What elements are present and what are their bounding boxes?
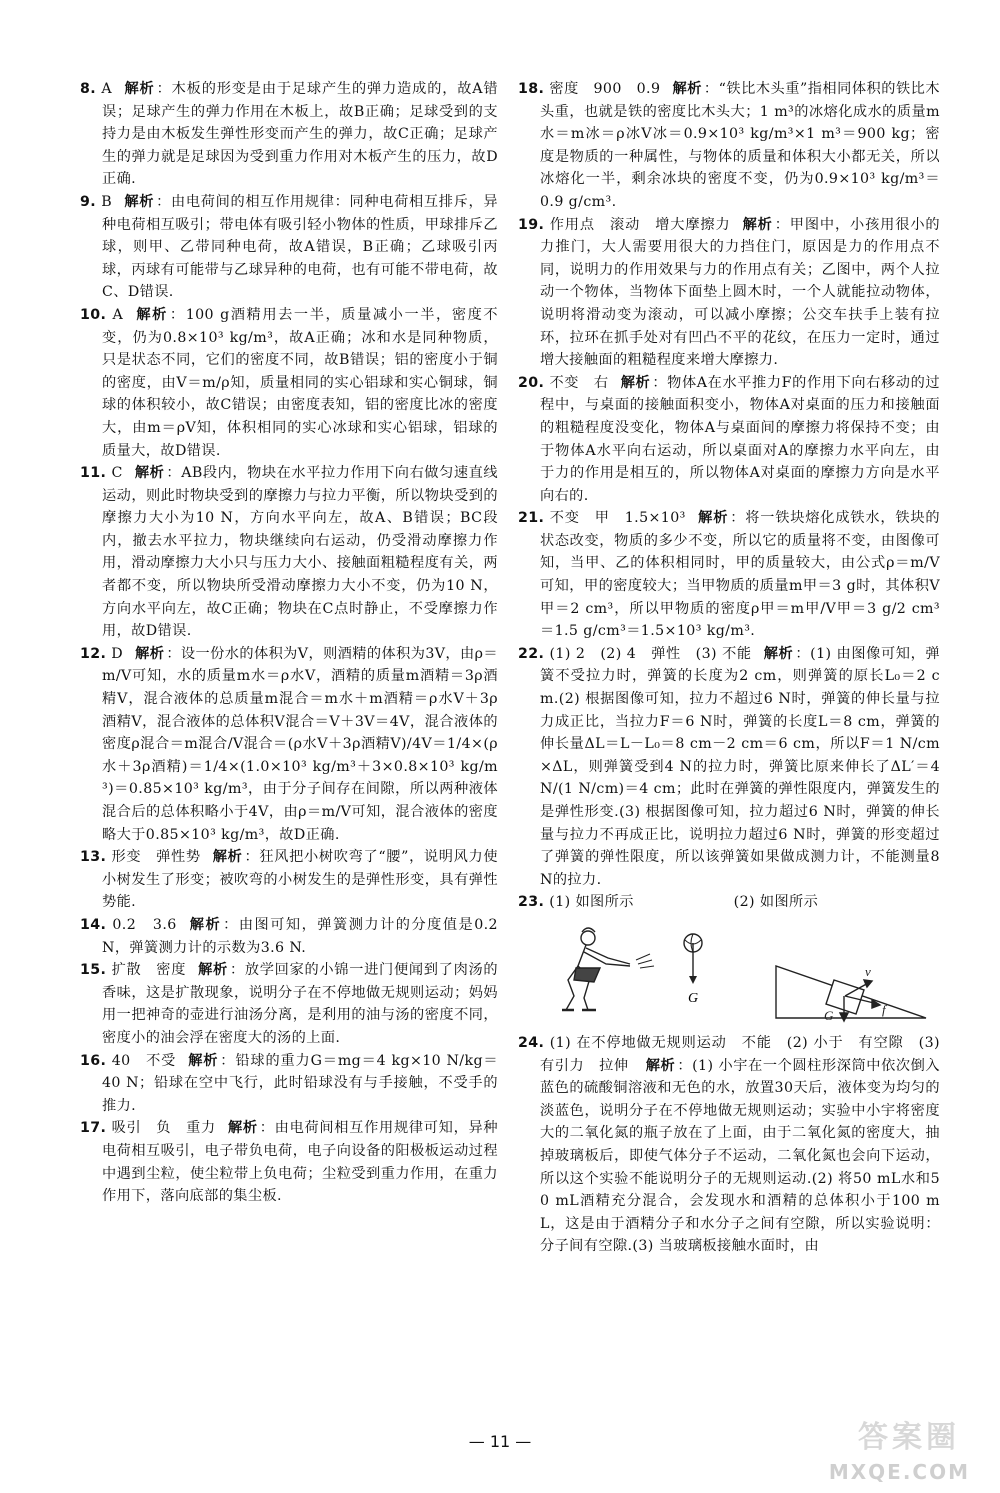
question-item bbox=[80, 1050, 498, 1118]
question-number: 16. bbox=[80, 1052, 107, 1069]
question-item bbox=[80, 846, 498, 914]
answer: D bbox=[111, 645, 124, 662]
question-number: 13. bbox=[80, 849, 107, 866]
question-item bbox=[80, 78, 498, 191]
question-number: 11. bbox=[80, 465, 107, 482]
answer: 作用点 滚动 增大摩擦力 bbox=[549, 216, 731, 233]
analysis-label: 解析 bbox=[135, 306, 168, 323]
analysis-label: 解析 bbox=[198, 962, 228, 979]
analysis-text: ：放学回家的小锦一进门便闻到了肉汤的香味，这是扩散现象，说明分子在不停地做无规则运动；妈妈用一把神奇的壶进行油汤分离，是利用的油与汤的密度不同，密度小的油会浮在密度大的汤的上面. bbox=[102, 962, 498, 1046]
analysis-text: ：100 g酒精用去一半，质量减小一半，密度不变，仍为0.8×10³ kg/m³，故A正确；冰和水是同种物质，只是状态不同，它们的密度不同，故B错误；铝的密度小于铜的密度，由V＝m/ρ知，质量相同的实心铝球和实心铜球，铜球的体积较小，故C错误；由密度表知，铝的密度比冰的密度大，由m＝ρV知，体积相同的实心冰球和实心铝球，铝球的质量大，故D错误. bbox=[102, 306, 498, 459]
question-number: 8. bbox=[80, 81, 97, 97]
analysis-label: 解析 bbox=[188, 916, 222, 933]
answer: (1) 2 (2) 4 弹性 (3) 不能 bbox=[549, 645, 752, 662]
answer: 不变 甲 1.5×10³ bbox=[549, 510, 686, 527]
ball-figure bbox=[684, 934, 702, 1006]
analysis-text: ：木板的形变是由于足球产生的弹力造成的，故A错误；足球产生的弹力作用在木板上，故B正确；足球受到的支持力是由木板发生弹性形变而产生的弹力，故C正确；足球产生的弹力就是足球因为受到重力作用对木板产生的压力，故D正确. bbox=[102, 81, 498, 188]
question-item bbox=[518, 507, 940, 643]
question-number: 14. bbox=[80, 916, 107, 933]
analysis-label: 解析 bbox=[124, 193, 155, 210]
question-item bbox=[518, 372, 940, 508]
question-item bbox=[80, 1117, 498, 1207]
question-number: 17. bbox=[80, 1120, 107, 1137]
analysis-text: ：由电荷间的相互作用规律：同种电荷相互排斥，异种电荷相互吸引；带电体有吸引轻小物体的性质，甲球排斥乙球，则甲、乙带同种电荷，故A错误，B正确；乙球吸引丙球，丙球有可能带与乙球异种的电荷，也有可能不带电荷，故C、D错误. bbox=[102, 193, 498, 301]
answer: 不变 右 bbox=[549, 374, 609, 391]
answer: 密度 900 0.9 bbox=[549, 81, 661, 97]
question-item bbox=[518, 78, 940, 214]
left-column bbox=[80, 78, 498, 1208]
analysis-label: 解析 bbox=[227, 1120, 258, 1137]
analysis-text: ：(1) 小宇在一个圆柱形深筒中依次倒入蓝色的硫酸铜溶液和无色的水，放置30天后，液体变为均匀的淡蓝色，说明分子在不停地做无规则运动；实验中小宇将密度大的二氧化氮的瓶子放在了上面，由于二氧化氮的密度大，抽掉玻璃板后，即使气体分子不运动，二氧化氮也会向下运动，所以这个实验不能说明分子的无规则运动.(2) 将50 mL水和50 mL酒精充分混合，会发现水和酒精的总体积小于100 mL，这是由于酒精分子和水分子之间有空隙，所以实验说明：分子间有空隙.(3) 当玻璃板接触水面时，由 bbox=[540, 1057, 940, 1255]
analysis-label: 解析 bbox=[697, 510, 729, 527]
analysis-text: ：物体A在水平推力F的作用下向右移动的过程中，与桌面的接触面积变小，物体A对桌面的压力和接触面的粗糙程度没变化，物体A与桌面间的摩擦力将保持不变；由于物体A水平向右运动，所以桌面对A的摩擦力水平向左，由于力的作用是相互的，所以物体A对桌面的摩擦力方向是水平向右的. bbox=[540, 374, 940, 504]
figures-svg bbox=[518, 918, 938, 1028]
question-item bbox=[80, 304, 498, 462]
question-23 bbox=[518, 891, 940, 914]
answer: (1) 在不停地做无规则运动 不能 (2) 小于 有空隙 (3) 有引力 拉伸 bbox=[540, 1034, 940, 1074]
friction-label: f bbox=[882, 1001, 887, 1017]
analysis-text: ：(1) 由图像可知，弹簧不受拉力时，弹簧的长度为2 cm，则弹簧的原长L₀＝2 cm.(2) 根据图像可知，拉力不超过6 N时，弹簧的伸长量与拉力成正比，当拉力F＝6 N时，弹簧的长度L＝8 cm，弹簧的伸长量ΔL＝L－L₀＝8 cm－2 cm＝6 cm，所以F＝1 N/cm×ΔL，则弹簧受到4 N的拉力时，弹簧比原来伸长了ΔL′＝4 N/(1 N/cm)＝4 cm；此时在弹簧的弹性限度内，弹簧发生的是弹性形变.(3) 根据图像可知，拉力超过6 N时，弹簧的伸长量与拉力不再成正比，说明拉力超过6 N时，弹簧的形变超过了弹簧的弹性限度，所以该弹簧如果做成测力计，不能测量8 N的拉力. bbox=[540, 645, 940, 888]
question-item bbox=[518, 214, 940, 372]
incline-figure bbox=[776, 964, 926, 1023]
analysis-text: ：“铁比木头重”指相同体积的铁比木头重，也就是铁的密度比木头大；1 m³的冰熔化成水的质量m水＝m冰＝ρ冰V冰＝0.9×10³ kg/m³×1 m³＝900 kg；密度是物质的一种属性，与物体的质量和体积大小都无关，所以冰熔化一半，剩余冰块的密度不变，仍为0.9×10³ kg/m³＝0.9 g/cm³. bbox=[540, 81, 940, 210]
gravity-label-ball: G bbox=[688, 990, 699, 1006]
question-item bbox=[80, 191, 498, 304]
question-number: 9. bbox=[80, 193, 97, 210]
question-number: 23. bbox=[518, 894, 545, 911]
analysis-text: ：由图可知，弹簧测力计的分度值是0.2 N，弹簧测力计的示数为3.6 N. bbox=[102, 916, 498, 956]
question-number: 20. bbox=[518, 374, 545, 391]
velocity-label: v bbox=[865, 963, 872, 979]
answer: 0.2 3.6 bbox=[112, 916, 177, 933]
analysis-label: 解析 bbox=[135, 645, 165, 662]
page-number: — 11 — bbox=[468, 1432, 532, 1451]
answer-part-2: (2) 如图所示 bbox=[733, 894, 819, 911]
question-number: 21. bbox=[518, 510, 545, 527]
question-number: 12. bbox=[80, 645, 107, 662]
answer-part-1: (1) 如图所示 bbox=[549, 894, 634, 911]
analysis-label: 解析 bbox=[672, 81, 702, 97]
question-number: 18. bbox=[518, 81, 545, 97]
analysis-text: ：设一份水的体积为V，则酒精的体积为3V，由ρ＝m/V可知，水的质量m水＝ρ水V，酒精的质量m酒精＝3ρ酒精V，混合液体的总质量m混合＝m水＋m酒精＝ρ水V＋3ρ酒精V，混合液体的总体积V混合＝V＋3V＝4V，混合液体的密度ρ混合＝m混合/V混合＝(ρ水V＋3ρ酒精V)/4V＝1/4×(ρ水＋3ρ酒精)＝1/4×(1.0×10³ kg/m³＋3×0.8×10³ kg/m³)＝0.85×10³ kg/m³，由于分子间存在间隙，所以两种液体混合后的总体积略小于4V，由ρ＝m/V可知，混合液体的密度略大于0.85×10³ kg/m³，故D正确. bbox=[102, 645, 498, 843]
analysis-label: 解析 bbox=[763, 645, 794, 662]
analysis-label: 解析 bbox=[645, 1057, 676, 1074]
answer: 吸引 负 重力 bbox=[111, 1120, 216, 1137]
analysis-text: ：将一铁块熔化成铁水，铁块的状态改变，物质的多少不变，所以它的质量将不变，由图像可知，当甲、乙的体积相同时，甲的质量较大，由公式ρ＝m/V可知，甲的密度较大；当甲物质的质量m甲＝3 g时，其体积V甲＝2 cm³，所以甲物质的密度ρ甲＝m甲/V甲＝3 g/2 cm³＝1.5 g/cm³＝1.5×10³ kg/m³. bbox=[540, 510, 940, 640]
question-item bbox=[80, 959, 498, 1049]
watermark-site: MXQE.COM bbox=[828, 1460, 970, 1484]
analysis-text: ：铅球的重力G＝mg＝4 kg×10 N/kg＝40 N；铅球在空中飞行，此时铅球没有与手接触，不受手的推力. bbox=[102, 1052, 498, 1114]
analysis-label: 解析 bbox=[212, 849, 243, 866]
question-number: 10. bbox=[80, 306, 107, 323]
answer: A bbox=[101, 81, 113, 97]
question-item bbox=[80, 914, 498, 959]
analysis-label: 解析 bbox=[742, 216, 773, 233]
analysis-label: 解析 bbox=[134, 465, 165, 482]
gravity-label-block: G bbox=[824, 1007, 834, 1023]
answer: B bbox=[101, 193, 113, 210]
question-number: 15. bbox=[80, 962, 107, 979]
question-number: 19. bbox=[518, 216, 545, 233]
volleyball-player-figure bbox=[562, 928, 654, 1010]
answer: C bbox=[111, 465, 123, 482]
figure-area bbox=[518, 918, 940, 1028]
question-number: 22. bbox=[518, 645, 545, 662]
answer: 扩散 密度 bbox=[111, 962, 187, 979]
question-item bbox=[80, 643, 498, 846]
question-number: 24. bbox=[518, 1034, 545, 1051]
analysis-text: ：狂风把小树吹弯了“腰”，说明风力使小树发生了形变；被吹弯的小树发生的是弹性形变，具有弹性势能. bbox=[102, 849, 498, 911]
question-24 bbox=[518, 1032, 940, 1258]
analysis-text: ：AB段内，物块在水平拉力作用下向右做匀速直线运动，则此时物块受到的摩擦力与拉力平衡，所以物块受到的摩擦力大小为10 N，方向水平向左，故A、B错误；BC段内，撤去水平拉力，物块继续向右运动，仍受滑动摩擦力作用，滑动摩擦力大小只与压力大小、接触面粗糙程度有关，两者都不变，所以物块所受滑动摩擦力大小不变，仍为10 N，方向水平向左，故C正确；物块在C点时静止，不受摩擦力作用，故D错误. bbox=[102, 465, 498, 640]
analysis-text: ：甲图中，小孩用很小的力推门，大人需要用很大的力挡住门，原因是力的作用点不同，说明力的作用效果与力的作用点有关；乙图中，两个人拉动一个物体，当物体下面垫上圆木时，一个人就能拉动物体，说明将滑动变为滚动，可以减小摩擦；公交车扶手上装有拉环，拉环在抓手处对有凹凸不平的花纹，在压力一定时，通过增大接触面的粗糙程度来增大摩擦力. bbox=[540, 216, 940, 369]
question-item bbox=[518, 643, 940, 892]
watermark-logo: 答案圈 bbox=[858, 1420, 960, 1455]
question-item bbox=[80, 462, 498, 643]
analysis-label: 解析 bbox=[188, 1052, 219, 1069]
answer: A bbox=[112, 306, 124, 323]
analysis-label: 解析 bbox=[124, 81, 155, 97]
analysis-label: 解析 bbox=[620, 374, 651, 391]
answer: 40 不受 bbox=[111, 1052, 177, 1069]
right-column bbox=[518, 78, 940, 1258]
analysis-text: ：由电荷间相互作用规律可知，异种电荷相互吸引，电子带负电荷，电子向设备的阳极板运动过程中遇到尘粒，使尘粒带上负电荷；尘粒受到重力作用，在重力作用下，落向底部的集尘板. bbox=[102, 1120, 498, 1205]
answer: 形变 弹性势 bbox=[111, 849, 201, 866]
